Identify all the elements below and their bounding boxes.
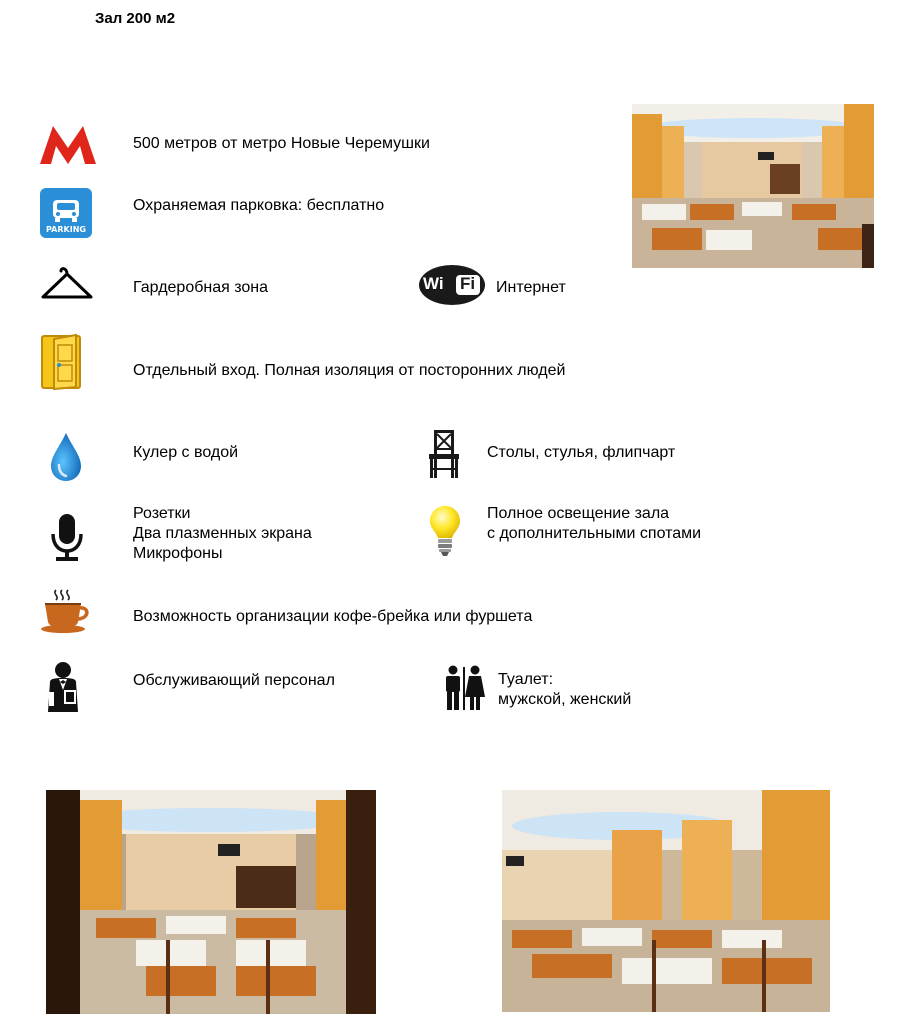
door-icon: [40, 333, 82, 391]
light-bulb-icon: [428, 504, 462, 558]
microphone-icon: [50, 512, 84, 562]
parking-icon: [40, 188, 92, 238]
toilet-icon: [443, 665, 485, 711]
hall-photo-1: [632, 104, 874, 268]
feature-furniture: Столы, стулья, флипчарт: [487, 444, 676, 461]
coffee-cup-icon: [40, 588, 92, 634]
page-title: Зал 200 м2: [95, 10, 176, 27]
feature-parking: Охраняемая парковка: бесплатно: [133, 197, 385, 214]
hall-photo-2: [46, 790, 376, 1014]
water-drop-icon: [48, 432, 84, 482]
feature-coffee: Возможность организации кофе-брейка или фуршета: [133, 608, 533, 625]
feature-equipment-3: Микрофоны: [133, 545, 223, 562]
waiter-icon: [40, 660, 92, 716]
feature-entrance: Отдельный вход. Полная изоляция от посторонних людей: [133, 362, 566, 379]
feature-cooler: Кулер с водой: [133, 444, 239, 461]
metro-icon: [40, 124, 96, 164]
hanger-icon: [40, 264, 94, 302]
feature-lighting-2: с дополнительными спотами: [487, 525, 702, 542]
feature-internet: Интернет: [496, 279, 566, 296]
wifi-label-wi: Wi: [423, 274, 444, 293]
parking-label: PARKING: [46, 225, 86, 234]
feature-wardrobe: Гардеробная зона: [133, 279, 269, 296]
feature-toilet-2: мужской, женский: [498, 691, 632, 708]
feature-equipment-1: Розетки: [133, 505, 191, 522]
feature-staff: Обслуживающий персонал: [133, 672, 335, 689]
wifi-label-fi: Fi: [460, 274, 476, 293]
feature-metro: 500 метров от метро Новые Черемушки: [133, 135, 430, 152]
chair-icon: [428, 428, 460, 480]
feature-lighting-1: Полное освещение зала: [487, 505, 670, 522]
feature-toilet-1: Туалет:: [498, 671, 554, 688]
hall-photo-3: [502, 790, 830, 1012]
feature-equipment-2: Два плазменных экрана: [133, 525, 312, 542]
wifi-icon: [418, 264, 486, 306]
